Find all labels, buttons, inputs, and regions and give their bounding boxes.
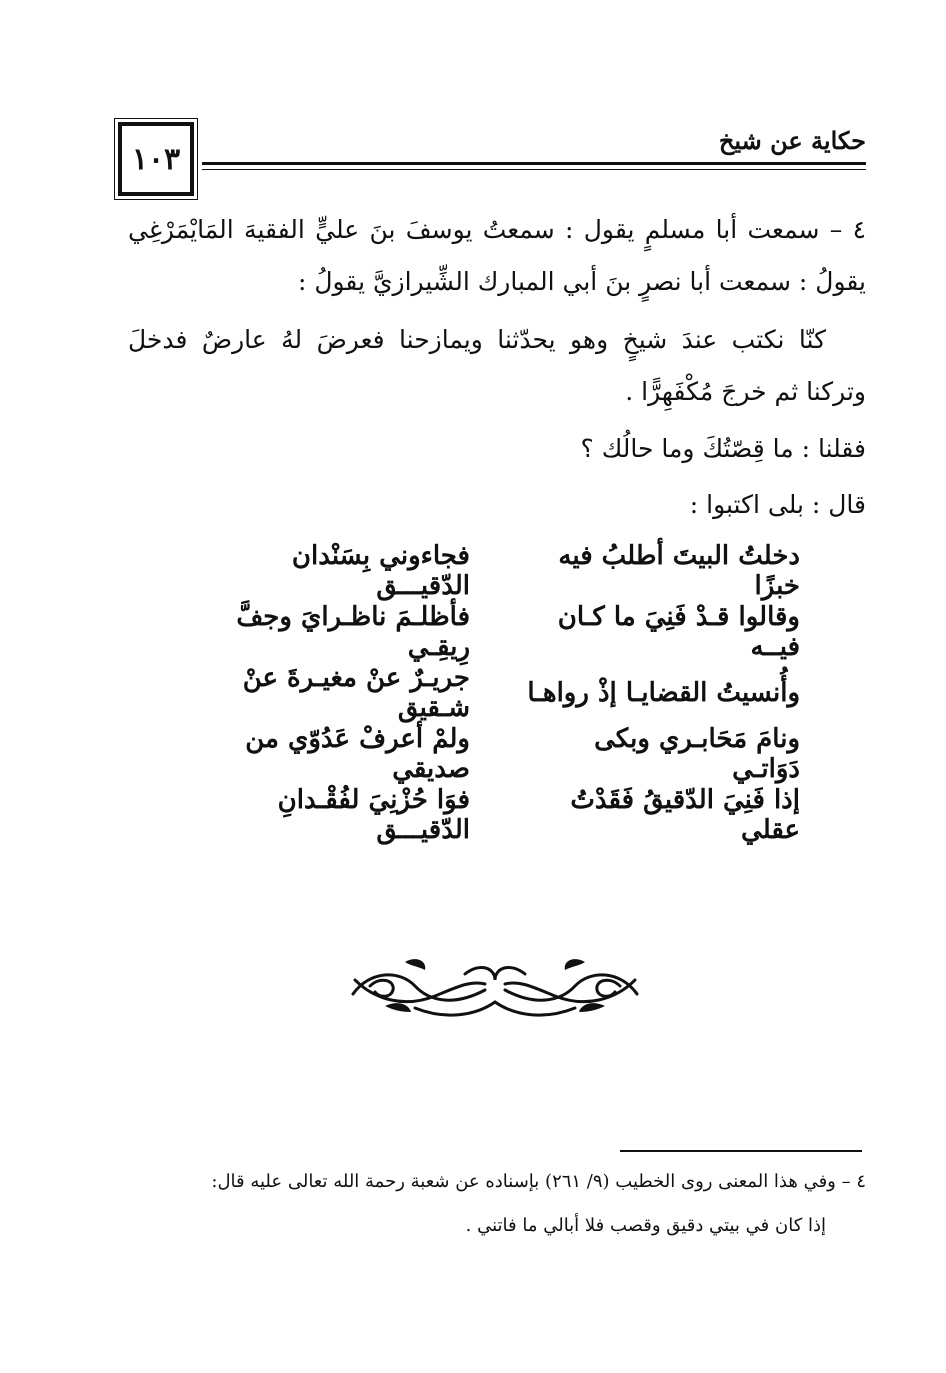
footnote — [128, 1160, 866, 1248]
paragraph-isnad: ٤ – سمعت أبا مسلمٍ يقول : سمعتُ يوسفَ بنَ عليٍّ الفقيهَ المَايْمَرْغِي يقولُ : سمعت أبا نصرٍ بنَ أبي المبارك الشِّيرازيَّ يقولُ : — [128, 215, 866, 296]
poem — [190, 540, 800, 845]
verse-second-hemistich: فجاءوني بِسَنْدان الدّقيـــق — [291, 540, 470, 601]
poem-verse — [190, 662, 800, 723]
verse-first-hemistich: دخلتُ البيتَ أطلبُ فيه خبزًا — [558, 540, 800, 601]
footnote-separator — [620, 1150, 862, 1152]
page-number: ١٠٣ — [131, 141, 181, 177]
paragraph-question: فقلنا : ما قِصّتُكَ وما حالُك ؟ — [580, 434, 866, 463]
paragraph-story: كنّا نكتب عندَ شيخٍ وهو يحدّثنا ويمازحنا فعرضَ لهُ عارضٌ فدخلَ وتركنا ثم خرجَ مُكْفَهِرًّا . — [128, 325, 866, 406]
page-header — [118, 122, 866, 200]
verse-second-hemistich: ولمْ أعرفْ عَدُوّي من صديقي — [245, 723, 470, 784]
footnote-line: إذا كان في بيتي دقيق وقصب فلا أبالي ما فاتني . — [465, 1215, 826, 1236]
poem-verse — [190, 723, 800, 784]
footnote-line: ٤ – وفي هذا المعنى روى الخطيب (٩/ ٢٦١) بإسناده عن شعبة رحمة الله تعالى عليه قال: — [211, 1171, 866, 1192]
verse-first-hemistich: وقالوا قـدْ فَنِيَ ما كـان فيــه — [557, 601, 800, 662]
ornament-divider — [345, 950, 645, 1022]
verse-second-hemistich: فوَا حُزْنِيَ لفُقْـدانِ الدّقيـــق — [277, 784, 470, 845]
verse-first-hemistich: وأُنسيتُ القضايـا إذْ رواهـا — [527, 677, 800, 708]
header-rule — [202, 162, 866, 165]
poem-verse — [190, 540, 800, 601]
page-number-box — [118, 122, 194, 196]
verse-second-hemistich: فأظلـمَ ناظـرايَ وجفَّ رِيقِـي — [236, 601, 470, 662]
verse-second-hemistich: جريـرٌ عنْ مغيـرةَ عنْ شـقيق — [242, 662, 470, 723]
verse-first-hemistich: إذا فَنِيَ الدّقيقُ فَقَدْتُ عقلي — [570, 784, 800, 845]
poem-verse — [190, 784, 800, 845]
header-rule-thin — [202, 169, 866, 170]
verse-first-hemistich: ونامَ مَحَابـري وبكى دَوَاتـي — [594, 723, 800, 784]
chapter-title: حكاية عن شيخ — [718, 126, 866, 155]
poem-verse — [190, 601, 800, 662]
paragraph-answer: قال : بلى اكتبوا : — [689, 490, 866, 519]
